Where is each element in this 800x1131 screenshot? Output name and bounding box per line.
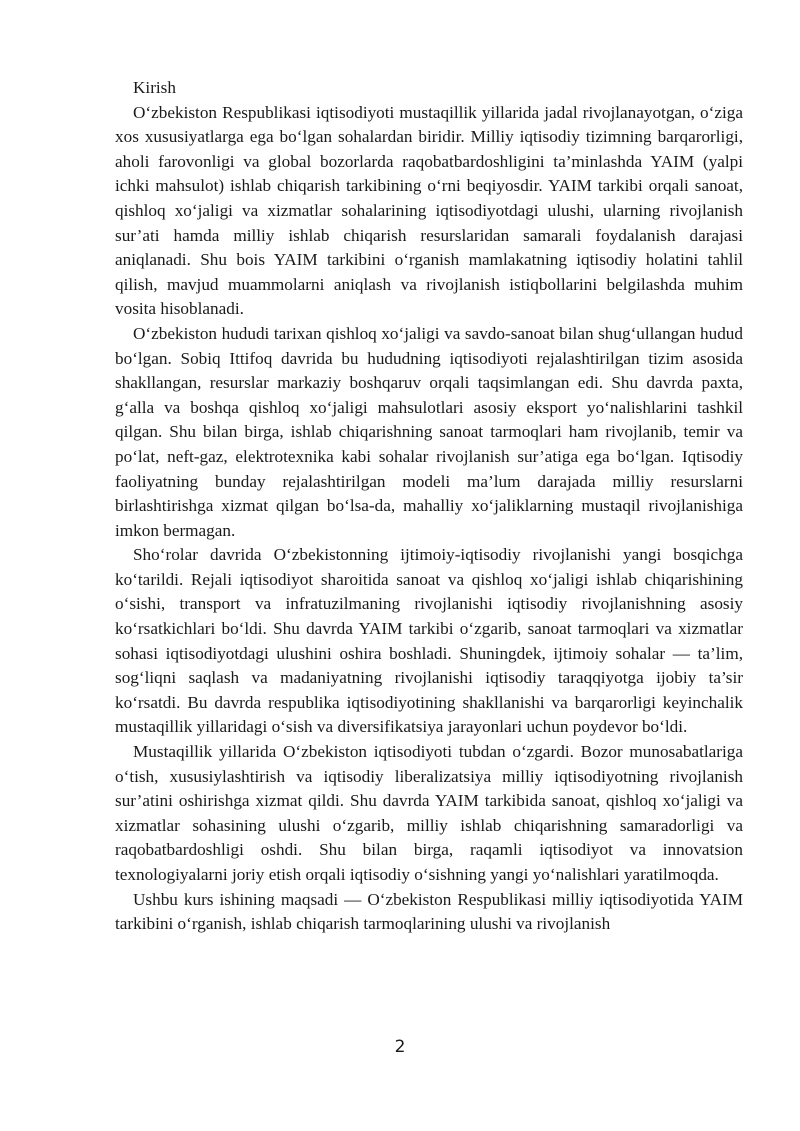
paragraph-3: Sho‘rolar davrida O‘zbekistonning ijtimoiy-iqtisodiy rivojlanishi yangi bosqichga ko‘tarildi. Rejali iqtisodiyot sharoitida sanoat va qishloq xo‘jaligi ishlab chiqarishining o‘sishi, transport va infratuzilmaning rivojlanishi iqtisodiy rivojlanishning asosiy ko‘rsatkichlari bo‘ldi. Shu davrda YAIM tarkibi o‘zgarib, sanoat tarmoqlari va xizmatlar sohasi iqtisodiyotdagi ulushini oshira boshladi. Shuningdek, ijtimoiy sohalar — ta’lim, sog‘liqni saqlash va madaniyatning rivojlanishi iqtisodiy taraqqiyotga ijobiy ta’sir ko‘rsatdi. Bu davrda respublika iqtisodiyotining shakllanishi va barqarorligi keyinchalik mustaqillik yillaridagi o‘sish va diversifikatsiya jarayonlari uchun poydevor bo‘ldi. (115, 545, 743, 737)
paragraph-1: O‘zbekiston Respublikasi iqtisodiyoti mustaqillik yillarida jadal rivojlanayotgan, o‘ziga xos xususiyatlarga ega bo‘lgan sohalardan biridir. Milliy iqtisodiy tizimning barqarorligi, aholi farovonligi va global bozorlarda raqobatbardoshligini ta’minlashda YAIM (yalpi ichki mahsulot) ishlab chiqarish tarkibining o‘rni beqiyosdir. YAIM tarkibi orqali sanoat, qishloq xo‘jaligi va xizmatlar sohalarining iqtisodiyotdagi ulushi, ularning rivojlanish sur’ati hamda milliy ishlab chiqarish resurslaridan samarali foydalanish darajasi aniqlanadi. Shu bois YAIM tarkibini o‘rganish mamlakatning iqtisodiy holatini tahlil qilish, mavjud muammolarni aniqlash va rivojlanish istiqbollarini belgilashda muhim vosita hisoblanadi. (115, 102, 743, 319)
paragraph-5: Ushbu kurs ishining maqsadi — O‘zbekiston Respublikasi milliy iqtisodiyotida YAIM tarkibini o‘rganish, ishlab chiqarish tarmoqlarining ulushi va rivojlanish (115, 889, 743, 934)
paragraph-4: Mustaqillik yillarida O‘zbekiston iqtisodiyoti tubdan o‘zgardi. Bozor munosabatlariga o‘tish, xususiylashtirish va iqtisodiy liberalizatsiya milliy iqtisodiyotning rivojlanish sur’atini oshirishga xizmat qildi. Shu davrda YAIM tarkibida sanoat, qishloq xo‘jaligi va xizmatlar sohasining ulushi o‘zgarib, milliy ishlab chiqarishning samaradorligi va raqobatbardoshligi oshdi. Shu bilan birga, raqamli iqtisodiyot va innovatsion texnologiyalarni joriy etish orqali iqtisodiy o‘sishning yangi yo‘nalishlari yaratilmoqda. (115, 742, 743, 884)
paragraph-2: O‘zbekiston hududi tarixan qishloq xo‘jaligi va savdo-sanoat bilan shug‘ullangan hudud bo‘lgan. Sobiq Ittifoq davrida bu hududning iqtisodiyoti rejalashtirilgan tizim asosida shakllangan, resurslar markaziy boshqaruv orqali taqsimlangan edi. Shu davrda paxta, g‘alla va boshqa qishloq xo‘jaligi mahsulotlari asosiy eksport yo‘nalishlarini tashkil qilgan. Shu bilan birga, ishlab chiqarishning sanoat tarmoqlari ham rivojlanib, temir va po‘lat, neft-gaz, elektrotexnika kabi sohalar rivojlanish sur’atiga ega bo‘lgan. Iqtisodiy faoliyatning bunday rejalashtirilgan modeli ma’lum darajada milliy resurslarni birlashtirishga xizmat qilgan bo‘lsa-da, mahalliy xo‘jaliklarning mustaqil rivojlanishiga imkon bermagan. (115, 323, 743, 540)
page-number: 2 (394, 1037, 406, 1057)
document-body (115, 76, 743, 937)
section-heading: Kirish (133, 78, 176, 97)
